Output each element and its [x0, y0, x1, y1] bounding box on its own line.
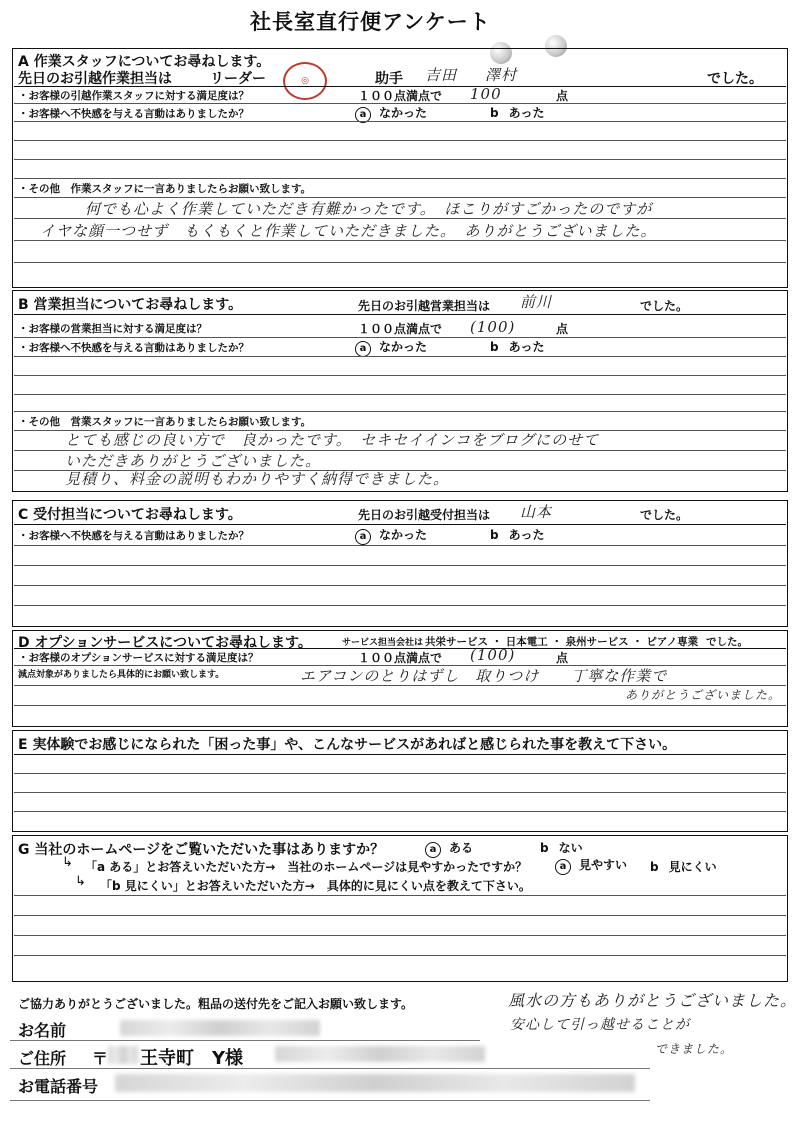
section-e-heading: E 実体験でお感じになられた「困った事」や、こんなサービスがあればと感じられた事を教えて下さい。: [18, 737, 677, 753]
d-deduct-question: 減点対象がありましたら具体的にお願い致します。: [18, 670, 225, 680]
b-option-a[interactable]: a なかった: [355, 338, 427, 357]
page-title: 社長室直行便アンケート: [250, 10, 491, 34]
footer-note-1: 風水の方もありがとうございました。: [508, 991, 798, 1010]
d-suffix: でした。: [706, 636, 748, 648]
a-point-label: 点: [556, 89, 569, 103]
section-c-heading: C 受付担当についてお尋ねします。: [18, 507, 242, 523]
b-option-b[interactable]: b あった: [490, 340, 545, 354]
c-option-b[interactable]: b あった: [490, 528, 545, 542]
d-score: (100): [470, 646, 516, 664]
footer-note-2: 安心して引っ越せることが: [510, 1017, 690, 1033]
g-option-b[interactable]: b ない: [540, 841, 583, 855]
a-other-question: ・その他 作業スタッフに一言ありましたらお願い致します。: [18, 183, 312, 195]
assistant-name: 吉田: [425, 66, 458, 84]
staff-prefix: 先日のお引越作業担当は: [18, 71, 172, 87]
b-comment-line-3: 見積り、料金の説明もわかりやすく納得できました。: [65, 470, 450, 488]
b-comment-line-2: いただきありがとうございました。: [65, 452, 322, 470]
a-option-b[interactable]: b あった: [490, 106, 545, 120]
b-score: (100): [470, 318, 516, 336]
b-point-label: 点: [556, 322, 569, 336]
a-comment-line-1: 何でも心よく作業していただき有難かったです。 ほこりがすごかったのですが: [85, 200, 653, 218]
c-staff-prefix: 先日のお引越受付担当は: [358, 508, 491, 522]
selected-circle: a: [355, 529, 371, 545]
phone-label: お電話番号: [18, 1077, 99, 1096]
b-rude-question: ・お客様へ不快感を与える言動はありましたか？: [18, 342, 249, 354]
assistant-label: 助手: [375, 71, 403, 87]
footer-note-3: できました。: [655, 1042, 734, 1056]
footer-thanks: ご協力ありがとうございました。粗品の送付先をご記入お願い致します。: [18, 997, 414, 1011]
d-company-label: サービス担当会社は: [342, 638, 424, 648]
a-comment-line-2: イヤな顔一つせず もくもくと作業していただきました。 ありがとうございました。: [40, 222, 657, 240]
d-perfect-label: １００点満点で: [358, 651, 443, 665]
section-b-heading: B 営業担当についてお尋ねします。: [18, 297, 243, 313]
address-label: ご住所: [18, 1049, 67, 1068]
a-score: 100: [470, 85, 502, 103]
d-companies: 共栄サービス ・ 日本電工 ・ 泉州サービス ・ ピアノ専業: [425, 636, 699, 648]
a-option-a[interactable]: a なかった: [355, 104, 427, 123]
assistant-name-2: 澤村: [485, 66, 518, 84]
selected-circle: a: [355, 341, 371, 357]
redacted-name: [120, 1020, 320, 1036]
c-staff-name: 山本: [520, 503, 553, 521]
b-comment-line-1: とても感じの良い方で 良かったです。 セキセイインコをブログにのせて: [65, 431, 600, 449]
inspection-stamp: ◎: [283, 62, 327, 100]
g-sub-question-1: 「a ある」とお答えいただいた方→ 当社のホームページは見やすかったですか？: [85, 860, 528, 874]
postal-mark: 〒: [92, 1049, 109, 1068]
redacted-phone: [115, 1074, 635, 1092]
leader-label: リーダー: [210, 71, 266, 87]
b-suffix: でした。: [640, 299, 689, 313]
c-suffix: でした。: [640, 508, 689, 522]
d-point-label: 点: [556, 651, 569, 665]
d-comment-line-1: エアコンのとりはずし 取りつけ 丁寧な作業で: [300, 667, 668, 685]
b-other-question: ・その他 営業スタッフに一言ありましたらお願い致します。: [18, 416, 312, 428]
name-label: お名前: [18, 1021, 67, 1040]
a-perfect-label: １００点満点で: [358, 89, 443, 103]
return-arrow-icon: ↳: [75, 874, 86, 889]
c-option-a[interactable]: a なかった: [355, 526, 427, 545]
g-sub-question-2: 「b 見にくい」とお答えいただいた方→ 具体的に見にくい点を教えて下さい。: [100, 879, 531, 893]
d-satisfaction-question: ・お客様のオプションサービスに対する満足度は？: [18, 652, 259, 664]
return-arrow-icon: ↳: [62, 855, 73, 870]
section-g-heading: G 当社のホームページをご覧いただいた事はありますか？: [18, 842, 385, 858]
selected-circle: a: [425, 842, 441, 858]
redacted-address: [275, 1046, 485, 1062]
address-visible: 王寺町 Y様: [140, 1048, 244, 1069]
section-a-suffix: でした。: [707, 71, 763, 87]
b-staff-prefix: 先日のお引越営業担当は: [358, 299, 491, 313]
c-rude-question: ・お客様へ不快感を与える言動はありましたか？: [18, 530, 249, 542]
section-d-heading: D オプションサービスについてお尋ねします。: [18, 635, 312, 651]
g-easy-option[interactable]: a 見やすい: [555, 856, 627, 875]
a-satisfaction-question: ・お客様の引越作業スタッフに対する満足度は？: [18, 90, 249, 102]
b-perfect-label: １００点満点で: [358, 322, 443, 336]
g-hard-option[interactable]: b 見にくい: [650, 860, 717, 874]
selected-circle: a: [555, 859, 571, 875]
d-comment-line-2: ありがとうございました。: [625, 688, 782, 702]
a-rude-question: ・お客様へ不快感を与える言動はありましたか？: [18, 108, 249, 120]
b-staff-name: 前川: [520, 293, 553, 311]
b-satisfaction-question: ・お客様の営業担当に対する満足度は？: [18, 323, 207, 335]
selected-circle: a: [355, 107, 371, 123]
section-a-heading: A 作業スタッフについてお尋ねします。: [18, 54, 271, 70]
g-option-a[interactable]: a ある: [425, 839, 473, 858]
